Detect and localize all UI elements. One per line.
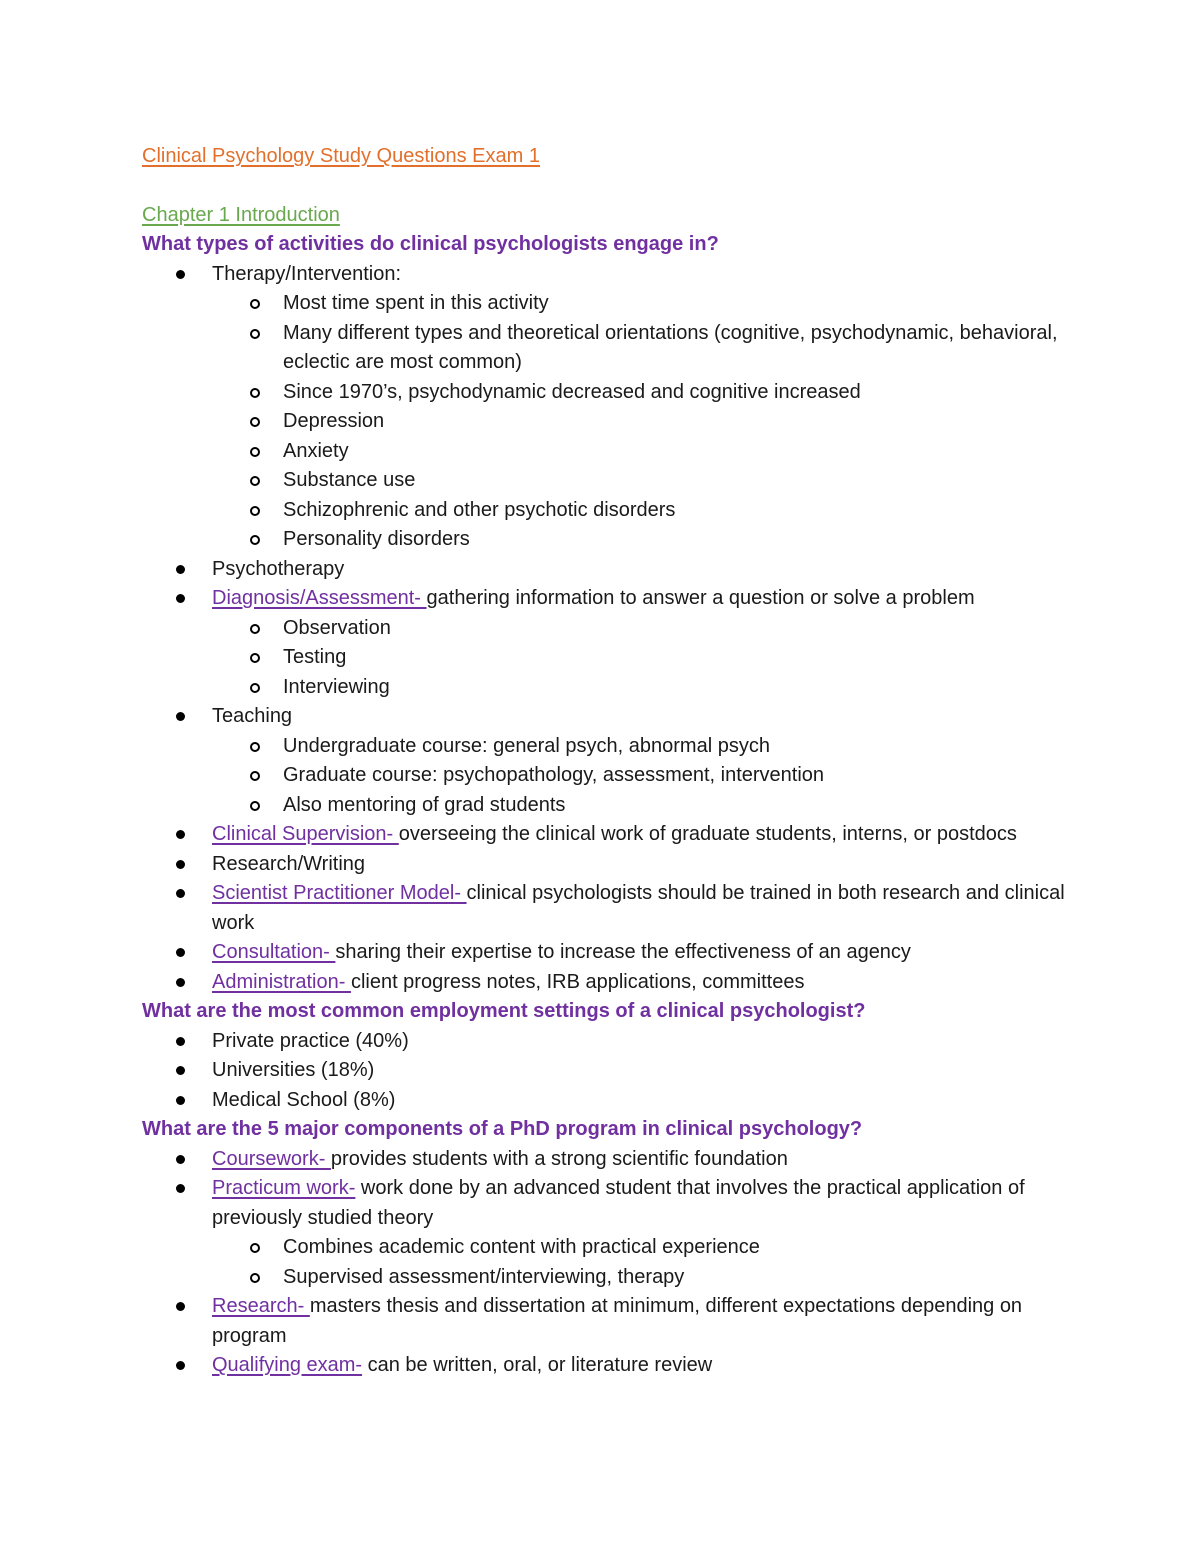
bullet-dot-icon	[176, 978, 185, 987]
bullet-dot-icon	[176, 1361, 185, 1370]
sub-item-text: Since 1970’s, psychodynamic decreased and cognitive increased	[283, 380, 861, 403]
sub-list-item	[212, 791, 1082, 821]
section-question: What are the most common employment settings of a clinical psychologist?	[142, 1000, 866, 1022]
item-text: Teaching	[212, 705, 293, 727]
sub-item-text: Supervised assessment/interviewing, therapy	[283, 1265, 685, 1288]
sub-item-text: Graduate course: psychopathology, assessment, intervention	[283, 764, 825, 786]
bullet-circle-icon	[250, 624, 260, 634]
bullet-dot-icon	[176, 1155, 185, 1164]
list-item	[142, 820, 1082, 850]
bullet-dot-icon	[176, 889, 185, 898]
bullet-circle-icon	[250, 476, 260, 486]
list-item	[142, 879, 1082, 938]
list-item	[142, 1174, 1082, 1292]
list-item	[142, 1027, 1082, 1057]
bullet-dot-icon	[176, 594, 185, 603]
sub-list-item	[212, 466, 1082, 496]
term-label: Clinical Supervision-	[212, 823, 399, 845]
sub-item-text: Schizophrenic and other psychotic disorders	[283, 498, 676, 521]
list-item	[142, 1056, 1082, 1086]
term-label: Qualifying exam-	[212, 1354, 363, 1376]
term-label: Research-	[212, 1295, 310, 1317]
list-item	[142, 555, 1082, 585]
list-item	[142, 850, 1082, 880]
bullet-circle-icon	[250, 1273, 260, 1283]
bullet-dot-icon	[176, 1066, 185, 1075]
bullet-circle-icon	[250, 771, 260, 781]
bullet-circle-icon	[250, 1243, 260, 1253]
blank-line	[142, 172, 1082, 201]
term-label: Coursework-	[212, 1147, 331, 1170]
sub-list-item	[212, 319, 1082, 378]
bullet-dot-icon	[176, 1096, 185, 1105]
sub-list-item	[212, 643, 1082, 673]
bullet-circle-icon	[250, 653, 260, 663]
item-text: Universities (18%)	[212, 1059, 375, 1081]
sub-item-text: Personality disorders	[283, 528, 470, 550]
bullet-dot-icon	[176, 270, 185, 279]
sub-item-text: Most time spent in this activity	[283, 292, 549, 314]
term-label: Diagnosis/Assessment-	[212, 587, 427, 609]
section-question: What are the 5 major components of a PhD program in clinical psychology?	[142, 1118, 863, 1140]
list-item	[142, 1351, 1082, 1381]
item-text: provides students with a strong scientific foundation	[330, 1147, 788, 1170]
item-text: can be written, oral, or literature review	[362, 1354, 713, 1376]
sub-list-item	[212, 761, 1082, 791]
document-title: Clinical Psychology Study Questions Exam 1	[142, 145, 540, 167]
bullet-circle-icon	[250, 417, 260, 427]
item-text: overseeing the clinical work of graduate students, interns, or postdocs	[398, 823, 1017, 845]
bullet-dot-icon	[176, 1302, 185, 1311]
sub-item-text: Observation	[283, 616, 391, 639]
sub-bullet-list	[212, 614, 1082, 703]
list-item	[142, 1086, 1082, 1116]
item-text: Medical School (8%)	[212, 1088, 396, 1111]
bullet-dot-icon	[176, 565, 185, 574]
sub-list-item	[212, 1263, 1082, 1293]
sub-list-item	[212, 378, 1082, 408]
item-text: Research/Writing	[212, 852, 366, 875]
sub-bullet-list	[212, 289, 1082, 555]
bullet-circle-icon	[250, 447, 260, 457]
item-text: work done by an advanced student that involves the practical application of previously studied theory	[212, 1177, 1025, 1229]
bullet-dot-icon	[176, 712, 185, 721]
bullet-circle-icon	[250, 388, 260, 398]
sub-list-item	[212, 614, 1082, 644]
item-text: Therapy/Intervention:	[212, 262, 401, 285]
sub-list-item	[212, 1233, 1082, 1263]
sub-list-item	[212, 289, 1082, 319]
list-item	[142, 702, 1082, 820]
term-label: Scientist Practitioner Model-	[212, 882, 467, 904]
term-label: Practicum work-	[212, 1177, 356, 1199]
sub-item-text: Also mentoring of grad students	[283, 793, 566, 816]
bullet-dot-icon	[176, 1037, 185, 1046]
list-item	[142, 1292, 1082, 1351]
sub-list-item	[212, 496, 1082, 526]
bullet-dot-icon	[176, 860, 185, 869]
bullet-circle-icon	[250, 535, 260, 545]
bullet-circle-icon	[250, 683, 260, 693]
sub-item-text: Many different types and theoretical orientations (cognitive, psychodynamic, behavioral, eclectic are most common)	[283, 321, 1058, 373]
sub-bullet-list	[212, 732, 1082, 821]
list-item	[142, 260, 1082, 555]
term-label: Consultation-	[212, 941, 336, 963]
item-text: clinical psychologists should be trained in both research and clinical work	[212, 882, 1065, 934]
sub-item-text: Substance use	[283, 469, 416, 491]
sub-list-item	[212, 407, 1082, 437]
item-text: client progress notes, IRB applications, committees	[350, 970, 805, 993]
term-label: Administration-	[212, 970, 351, 993]
document-page	[142, 142, 1082, 1381]
bullet-dot-icon	[176, 1184, 185, 1193]
item-text: sharing their expertise to increase the effectiveness of an agency	[335, 941, 911, 963]
sub-item-text: Undergraduate course: general psych, abnormal psych	[283, 734, 770, 757]
list-item	[142, 1145, 1082, 1175]
item-text: gathering information to answer a question or solve a problem	[426, 587, 975, 609]
bullet-dot-icon	[176, 830, 185, 839]
sub-item-text: Interviewing	[283, 675, 390, 698]
bullet-circle-icon	[250, 801, 260, 811]
sub-bullet-list	[212, 1233, 1082, 1292]
list-item	[142, 938, 1082, 968]
list-item	[142, 968, 1082, 998]
bullet-list	[142, 1027, 1082, 1116]
sub-item-text: Combines academic content with practical experience	[283, 1236, 760, 1258]
bullet-list	[142, 1145, 1082, 1381]
sub-item-text: Anxiety	[283, 439, 349, 462]
bullet-list	[142, 260, 1082, 998]
bullet-circle-icon	[250, 299, 260, 309]
chapter-heading: Chapter 1 Introduction	[142, 203, 340, 226]
bullet-circle-icon	[250, 742, 260, 752]
item-text: masters thesis and dissertation at minimum, different expectations depending on program	[212, 1295, 1023, 1347]
item-text: Psychotherapy	[212, 557, 345, 580]
sub-list-item	[212, 437, 1082, 467]
list-item	[142, 584, 1082, 702]
sub-list-item	[212, 732, 1082, 762]
item-text: Private practice (40%)	[212, 1029, 409, 1052]
question-sections	[142, 230, 1082, 1381]
sub-list-item	[212, 525, 1082, 555]
bullet-circle-icon	[250, 506, 260, 516]
section-question: What types of activities do clinical psychologists engage in?	[142, 233, 719, 255]
sub-list-item	[212, 673, 1082, 703]
sub-item-text: Testing	[283, 646, 347, 668]
bullet-circle-icon	[250, 329, 260, 339]
bullet-dot-icon	[176, 948, 185, 957]
sub-item-text: Depression	[283, 410, 385, 432]
